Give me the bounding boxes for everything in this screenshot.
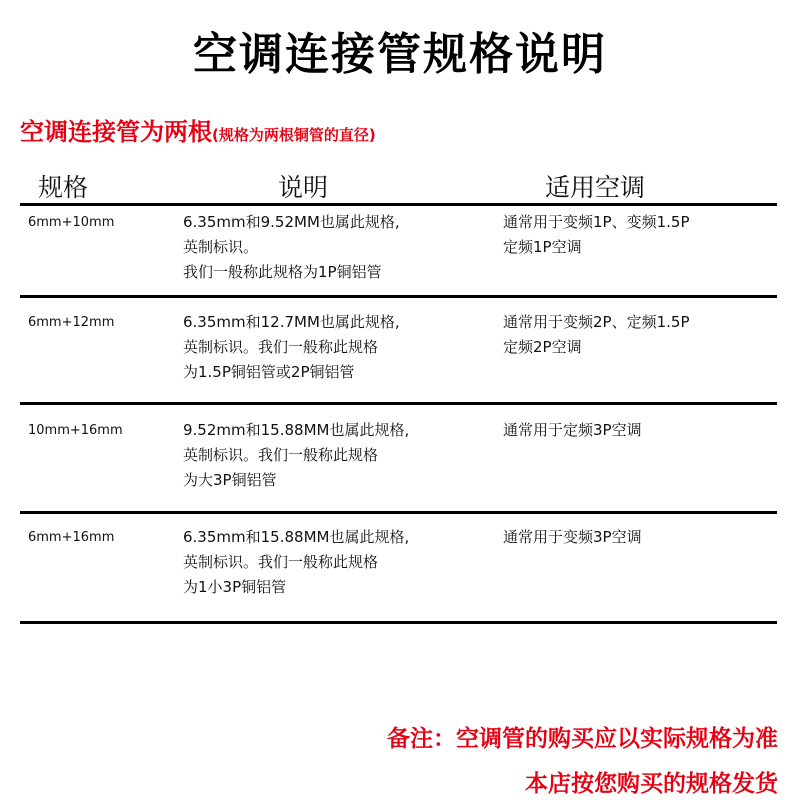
subtitle-note: (规格为两根铜管的直径): [212, 126, 376, 144]
description-cell: [183, 210, 400, 285]
description-cell-line: 6.35mm和15.88MM也属此规格,: [183, 528, 410, 546]
subtitle: [20, 112, 376, 147]
spec-cell: 6mm+10mm: [28, 215, 115, 230]
usage-cell-line: 定频2P空调: [503, 338, 582, 356]
usage-cell: [503, 418, 642, 443]
spec-cell: 10mm+16mm: [28, 423, 123, 438]
description-cell: [183, 525, 409, 600]
description-cell-line: 为大3P铜铝管: [183, 471, 277, 489]
page-title: 空调连接管规格说明: [193, 29, 607, 80]
header-spec: 规格: [38, 173, 89, 202]
table-divider: [20, 203, 777, 206]
usage-cell: [503, 310, 690, 360]
table-divider: [20, 295, 777, 298]
description-cell-line: 9.52mm和15.88MM也属此规格,: [183, 421, 410, 439]
description-cell-line: 6.35mm和9.52MM也属此规格,: [183, 213, 400, 231]
usage-cell-line: 通常用于变频3P空调: [503, 528, 642, 546]
table-divider: [20, 511, 777, 514]
description-cell-line: 英制标识。我们一般称此规格: [183, 338, 379, 356]
description-cell: [183, 310, 400, 385]
spec-cell: 6mm+12mm: [28, 315, 115, 330]
table-divider: [20, 621, 777, 624]
header-desc: 说明: [278, 173, 329, 202]
usage-cell-line: 通常用于定频3P空调: [503, 421, 642, 439]
description-cell-line: 英制标识。我们一般称此规格: [183, 553, 379, 571]
description-cell-line: 6.35mm和12.7MM也属此规格,: [183, 313, 400, 331]
spec-cell: 6mm+16mm: [28, 530, 115, 545]
description-cell: [183, 418, 409, 493]
table-divider: [20, 402, 777, 405]
usage-cell: [503, 525, 642, 550]
note-line-1: 备注：空调管的购买应以实际规格为准: [387, 726, 778, 752]
header-usage: 适用空调: [545, 173, 646, 202]
description-cell-line: 为1小3P铜铝管: [183, 578, 287, 596]
description-cell-line: 为1.5P铜铝管或2P铜铝管: [183, 363, 355, 381]
usage-cell: [503, 210, 690, 260]
description-cell-line: 我们一般称此规格为1P铜铝管: [183, 263, 382, 281]
usage-cell-line: 定频1P空调: [503, 238, 582, 256]
usage-cell-line: 通常用于变频1P、变频1.5P: [503, 213, 690, 231]
description-cell-line: 英制标识。: [183, 238, 259, 256]
subtitle-main: 空调连接管为两根: [20, 118, 212, 146]
description-cell-line: 英制标识。我们一般称此规格: [183, 446, 379, 464]
note-line-2: 本店按您购买的规格发货: [525, 771, 778, 797]
usage-cell-line: 通常用于变频2P、定频1.5P: [503, 313, 690, 331]
